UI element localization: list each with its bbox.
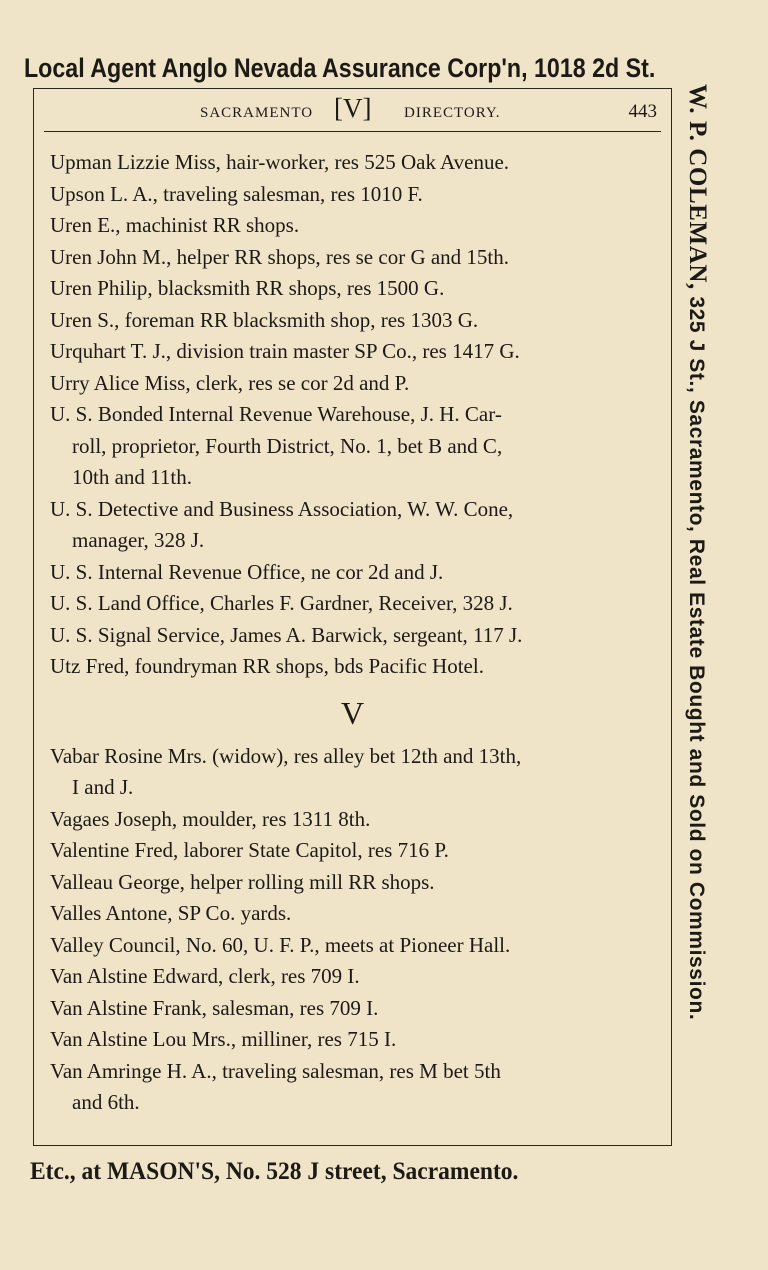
entry-line: Upson L. A., traveling salesman, res 1010 F. <box>50 181 423 206</box>
entry-line: Valley Council, No. 60, U. F. P., meets at Pioneer Hall. <box>50 932 511 957</box>
side-ad-name: W. P. COLEMAN, <box>684 84 711 290</box>
directory-entry <box>50 179 655 211</box>
directory-entry <box>50 210 655 242</box>
directory-entry <box>50 336 655 368</box>
entry-line: Valleau George, helper rolling mill RR shops. <box>50 869 435 894</box>
entry-line: U. S. Signal Service, James A. Barwick, sergeant, 117 J. <box>50 622 523 647</box>
entry-line: Uren John M., helper RR shops, res se cor G and 15th. <box>50 244 510 269</box>
running-head-city: SACRAMENTO <box>200 105 314 121</box>
entries-v-section <box>50 741 655 1119</box>
entry-line: Van Alstine Edward, clerk, res 709 I. <box>50 964 360 988</box>
side-ad-rest: 325 J St., Sacramento, Real Estate Bought and Sold on Commission. <box>685 289 708 1021</box>
entries-u-section <box>50 147 655 683</box>
directory-entry <box>50 368 655 400</box>
entry-line: Upman Lizzie Miss, hair-worker, res 525 Oak Avenue. <box>50 150 510 174</box>
directory-entry <box>50 399 655 494</box>
entry-line: I and J. <box>72 775 134 799</box>
directory-entry <box>50 273 655 305</box>
page-frame <box>33 88 672 1146</box>
entry-line: roll, proprietor, Fourth District, No. 1, bet B and C, <box>72 433 503 458</box>
entry-line: Vabar Rosine Mrs. (widow), res alley bet 12th and 13th, <box>50 743 522 768</box>
directory-entry <box>50 588 655 620</box>
directory-entry <box>50 961 655 993</box>
running-head-title: DIRECTORY. <box>404 105 501 121</box>
entry-line: U. S. Internal Revenue Office, ne cor 2d and J. <box>50 559 444 584</box>
entry-line: Vagaes Joseph, moulder, res 1311 8th. <box>50 806 371 831</box>
entry-line: and 6th. <box>72 1090 140 1114</box>
entry-line: U. S. Detective and Business Association, W. W. Cone, <box>50 496 514 521</box>
directory-entries <box>50 147 655 1119</box>
directory-entry <box>50 804 655 836</box>
entry-line: Uren Philip, blacksmith RR shops, res 1500 G. <box>50 276 445 300</box>
directory-entry <box>50 1024 655 1056</box>
entry-line: U. S. Land Office, Charles F. Gardner, Receiver, 328 J. <box>50 591 513 615</box>
section-letter-heading: V <box>340 694 365 731</box>
directory-entry <box>50 242 655 274</box>
directory-entry <box>50 993 655 1025</box>
entry-line: Valentine Fred, laborer State Capitol, res 716 P. <box>50 838 449 862</box>
directory-entry <box>50 741 655 804</box>
directory-entry <box>50 620 655 652</box>
entry-line: Utz Fred, foundryman RR shops, bds Pacific Hotel. <box>50 654 484 678</box>
entry-line: Van Alstine Frank, salesman, res 709 I. <box>50 995 379 1020</box>
directory-entry <box>50 930 655 962</box>
entry-line: Uren E., machinist RR shops. <box>50 213 300 237</box>
entry-line: Urquhart T. J., division train master SP Co., res 1417 G. <box>50 339 520 363</box>
entry-line: manager, 328 J. <box>72 528 205 552</box>
top-advertisement-banner: Local Agent Anglo Nevada Assurance Corp'n, 1018 2d St. <box>24 53 656 83</box>
directory-entry <box>50 557 655 589</box>
directory-entry <box>50 898 655 930</box>
entry-line: Van Alstine Lou Mrs., milliner, res 715 I. <box>50 1027 397 1051</box>
entry-line: Uren S., foreman RR blacksmith shop, res 1303 G. <box>50 307 479 332</box>
directory-entry <box>50 494 655 557</box>
side-advertisement <box>677 84 717 1148</box>
entry-line: 10th and 11th. <box>72 465 192 489</box>
directory-entry <box>50 835 655 867</box>
page-number: 443 <box>628 101 657 122</box>
entry-line: U. S. Bonded Internal Revenue Warehouse, J. H. Car- <box>50 402 502 426</box>
directory-entry <box>50 305 655 337</box>
side-advertisement-text <box>676 84 717 1020</box>
directory-entry <box>50 147 655 179</box>
entry-line: Valles Antone, SP Co. yards. <box>50 901 292 925</box>
entry-line: Van Amringe H. A., traveling salesman, res M bet 5th <box>50 1058 501 1083</box>
directory-entry <box>50 1056 655 1119</box>
bottom-advertisement-banner: Etc., at MASON'S, No. 528 J street, Sacramento. <box>30 1158 519 1185</box>
running-head <box>44 95 661 132</box>
directory-entry <box>50 651 655 683</box>
entry-line: Urry Alice Miss, clerk, res se cor 2d and P. <box>50 370 410 395</box>
running-head-letter: [V] <box>334 93 372 123</box>
directory-entry <box>50 867 655 899</box>
